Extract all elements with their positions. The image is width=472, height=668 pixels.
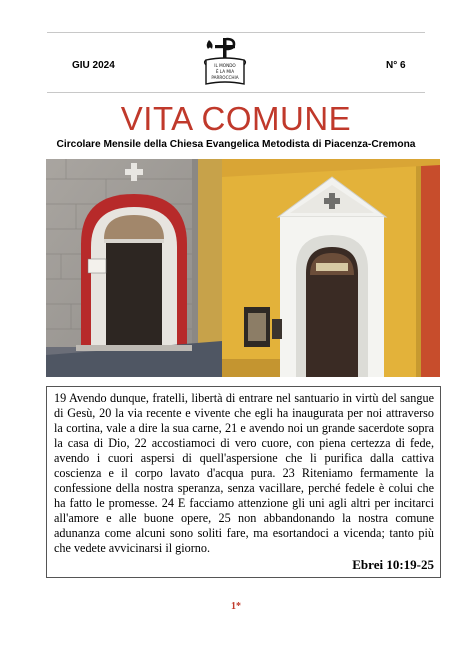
newsletter-title: VITA COMUNE: [120, 100, 352, 137]
logo-text-line-2: È LA MIA: [215, 69, 235, 74]
scripture-reference: Ebrei 10:19-25: [352, 557, 434, 572]
issue-number: N° 6: [386, 60, 406, 71]
issue-date: GIU 2024: [72, 60, 115, 71]
church-logo: [203, 36, 247, 88]
scripture-box: [46, 386, 441, 578]
church-door-photo-right: [222, 159, 440, 377]
logo-text-line-3: PARROCCHIA: [211, 75, 239, 80]
scripture-text: 19 Avendo dunque, fratelli, libertà di entrare nel santuario in virtù del sangue di Gesù, 20 la via recente e vivente che egli ha inaugurata per noi attraverso la cortina, vale a dire la sua carne, 21 e avendo noi un grande sacerdote sopra la casa di Dio, 22 accostiamoci di vero cuore, con piena certezza di fede, avendo i cuori aspersi di quell'aspersione che li purifica dalla cattiva coscienza e il corpo lavato d'acqua pura. 23 Riteniamo fermamente la confessione della nostra speranza, senza vacillare, perché fedele è colui che ha fatto le promesse. 24 E facciamo attenzione gli uni agli altri per incitarci all'amore e alle buone opere, 25 non abbandonando la nostra comune adunanza come alcuni sono soliti fare, ma esortandoci a vicenda; tanto più che vedete avvicinarsi il giorno.: [54, 391, 434, 555]
page-marker-icon: *: [236, 601, 241, 612]
header-rule-bottom: [47, 92, 425, 93]
page-number-value: 1: [231, 601, 236, 612]
page-number: [0, 601, 472, 612]
logo-text-line-1: IL MONDO: [214, 63, 236, 68]
church-door-photo-left: [46, 159, 222, 377]
newsletter-subtitle: Circolare Mensile della Chiesa Evangelica Metodista di Piacenza-Cremona: [56, 139, 416, 150]
header-rule-top: [47, 32, 425, 33]
